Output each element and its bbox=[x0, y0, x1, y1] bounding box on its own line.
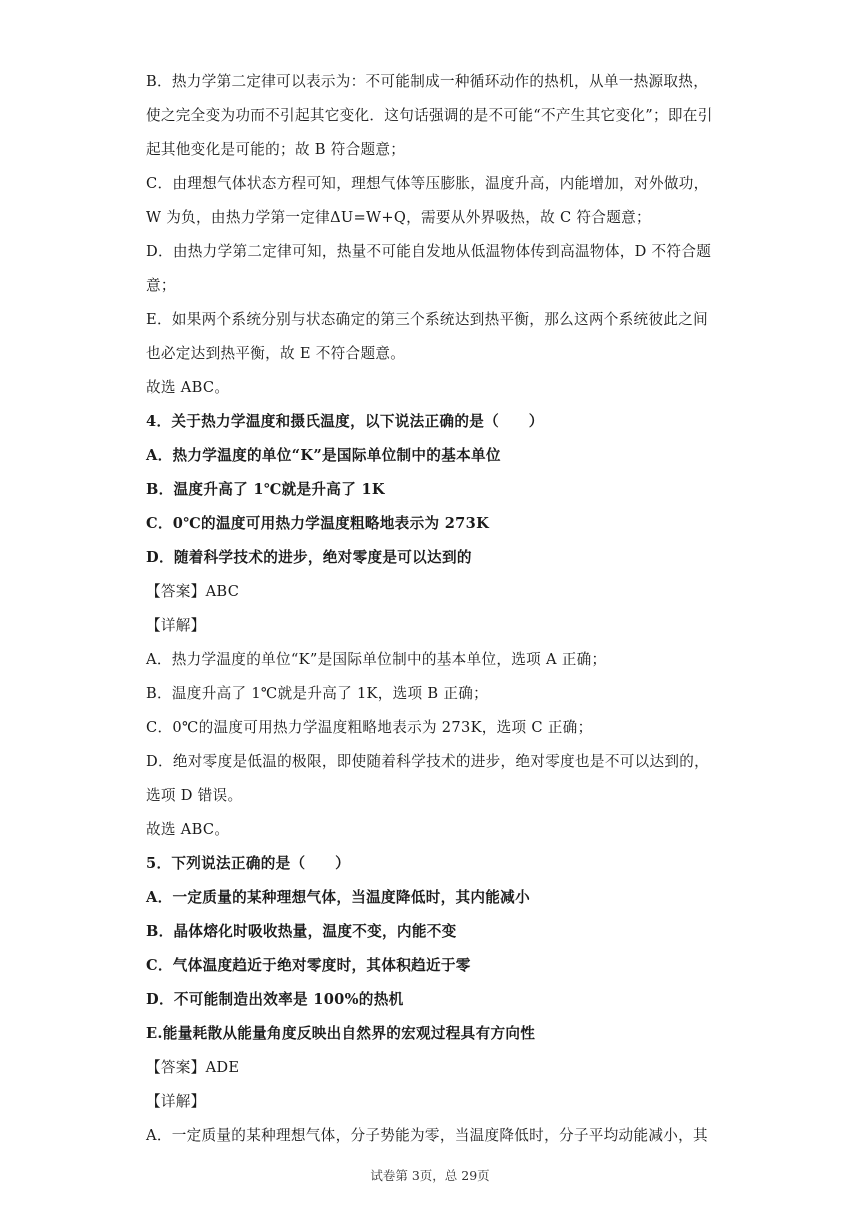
question-4-stem: 4．关于热力学温度和摄氏温度，以下说法正确的是（ ） bbox=[146, 413, 544, 430]
text-line: D．由热力学第二定律可知，热量不可能自发地从低温物体传到高温物体，D 不符合题 bbox=[146, 243, 712, 260]
text-line: A．一定质量的某种理想气体，分子势能为零，当温度降低时，分子平均动能减小，其 bbox=[146, 1127, 708, 1144]
text-line: B．温度升高了 1℃就是升高了 1K，选项 B 正确； bbox=[146, 685, 488, 702]
text-line: 选项 D 错误。 bbox=[146, 787, 243, 804]
explanation-label: 【详解】 bbox=[146, 1093, 206, 1110]
explanation-label: 【详解】 bbox=[146, 617, 206, 634]
text-line: A．热力学温度的单位“K”是国际单位制中的基本单位，选项 A 正确； bbox=[146, 651, 607, 668]
question-4-option-a: A．热力学温度的单位“K”是国际单位制中的基本单位 bbox=[146, 447, 501, 464]
text-line: 意； bbox=[146, 277, 176, 294]
answer-label: 【答案】ABC bbox=[146, 583, 240, 600]
text-line: B．热力学第二定律可以表示为：不可能制成一种循环动作的热机，从单一热源取热， bbox=[146, 73, 709, 90]
question-4-option-d: D．随着科学技术的进步，绝对零度是可以达到的 bbox=[146, 549, 472, 566]
question-5-option-d: D．不可能制造出效率是 100%的热机 bbox=[146, 991, 404, 1008]
text-line: C．由理想气体状态方程可知，理想气体等压膨胀，温度升高，内能增加，对外做功， bbox=[146, 175, 709, 192]
page-footer: 试卷第 3页，总 29页 bbox=[370, 1168, 490, 1183]
text-line: D．绝对零度是低温的极限，即使随着科学技术的进步，绝对零度也是不可以达到的， bbox=[146, 753, 710, 770]
question-5-option-a: A．一定质量的某种理想气体，当温度降低时，其内能减小 bbox=[146, 889, 530, 906]
text-line: 起其他变化是可能的；故 B 符合题意； bbox=[146, 141, 406, 158]
text-line: 故选 ABC。 bbox=[146, 379, 230, 396]
text-line: W 为负，由热力学第一定律ΔU=W+Q，需要从外界吸热，故 C 符合题意； bbox=[146, 209, 651, 226]
text-line: E．如果两个系统分别与状态确定的第三个系统达到热平衡，那么这两个系统彼此之间 bbox=[146, 311, 709, 328]
text-line: 故选 ABC。 bbox=[146, 821, 230, 838]
question-5-option-c: C．气体温度趋近于绝对零度时，其体积趋近于零 bbox=[146, 957, 471, 974]
question-4-option-c: C．0℃的温度可用热力学温度粗略地表示为 273K bbox=[146, 515, 490, 532]
question-5-stem: 5．下列说法正确的是（ ） bbox=[146, 855, 351, 872]
question-4-option-b: B．温度升高了 1℃就是升高了 1K bbox=[146, 481, 385, 498]
question-5-option-b: B．晶体熔化时吸收热量，温度不变，内能不变 bbox=[146, 923, 457, 940]
text-line: 也必定达到热平衡，故 E 不符合题意。 bbox=[146, 345, 406, 362]
text-line: C．0℃的温度可用热力学温度粗略地表示为 273K，选项 C 正确； bbox=[146, 719, 593, 736]
question-5-option-e: E.能量耗散从能量角度反映出自然界的宏观过程具有方向性 bbox=[146, 1025, 536, 1042]
answer-label: 【答案】ADE bbox=[146, 1059, 240, 1076]
text-line: 使之完全变为功而不引起其它变化．这句话强调的是不可能“不产生其它变化”；即在引 bbox=[146, 107, 713, 124]
